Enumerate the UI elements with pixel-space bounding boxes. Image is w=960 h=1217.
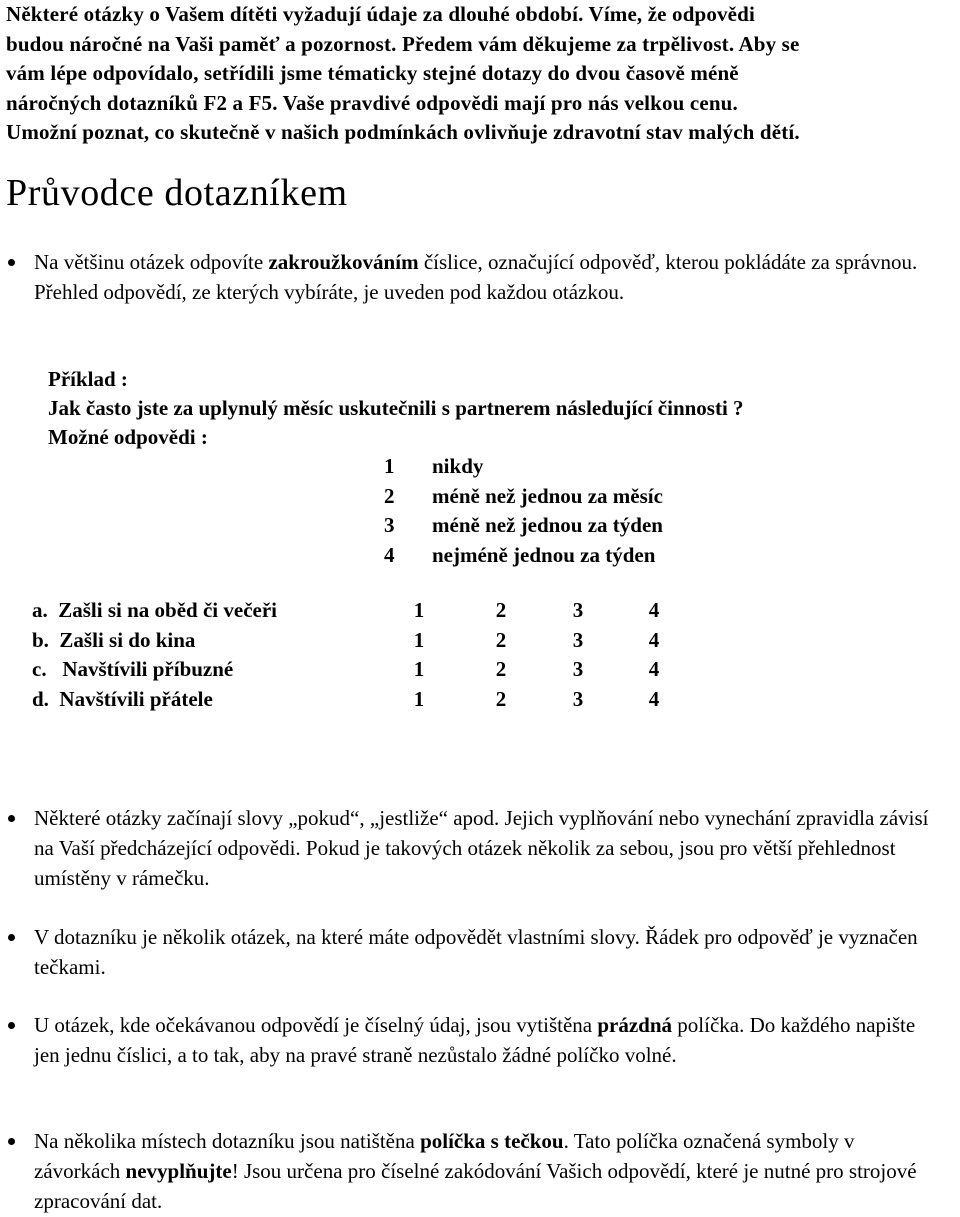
bullet-dot-icon xyxy=(8,1138,15,1145)
item-label: d. Navštívili přátele xyxy=(32,686,213,711)
item-value[interactable]: 4 xyxy=(648,598,660,622)
item-value[interactable]: 3 xyxy=(572,627,584,652)
bullet-circling xyxy=(8,247,938,307)
bullet-dot-icon xyxy=(8,259,15,266)
bullet-dot-icon xyxy=(8,934,15,941)
intro-line: vám lépe odpovídalo, setřídili jsme tématicky stejné dotazy do dvou časově méně xyxy=(6,61,739,85)
bullet-text: Na většinu otázek odpovíte zakroužkováním číslice, označující odpověď, kterou pokládáte za správnou. Přehled odpovědí, ze kterých vybíráte, je uveden pod každou otázkou. xyxy=(34,250,918,304)
item-value[interactable]: 1 xyxy=(413,627,425,652)
item-value[interactable]: 2 xyxy=(495,627,507,652)
answers-label: Možné odpovědi : xyxy=(48,425,208,449)
item-value[interactable]: 2 xyxy=(495,598,507,622)
bullet-text: U otázek, kde očekávanou odpovědí je číselný údaj, jsou vytištěna prázdná políčka. Do každého napište jen jednu číslici, a to tak, aby na pravé straně nezůstalo žádné políčko volné. xyxy=(34,1013,916,1067)
answer-option: 1 nikdy xyxy=(384,454,484,478)
intro-line: Některé otázky o Vašem dítěti vyžadují údaje za dlouhé období. Víme, že odpovědi xyxy=(6,2,755,26)
item-label: a. Zašli si na oběd či večeři xyxy=(32,598,277,622)
item-value[interactable]: 3 xyxy=(572,686,584,711)
intro-line: náročných dotazníků F2 a F5. Vaše pravdivé odpovědi mají pro nás velkou cenu. xyxy=(6,90,738,115)
item-value[interactable]: 3 xyxy=(572,598,584,622)
item-value[interactable]: 3 xyxy=(572,657,584,681)
example-label: Příklad : xyxy=(48,367,128,391)
item-value[interactable]: 1 xyxy=(413,657,425,681)
item-value[interactable]: 4 xyxy=(648,686,660,711)
item-value[interactable]: 2 xyxy=(495,657,507,681)
intro-line: Umožní poznat, co skutečně v našich podmínkách ovlivňuje zdravotní stav malých dětí. xyxy=(6,120,800,144)
item-value[interactable]: 2 xyxy=(495,686,507,711)
bullet-dot-icon xyxy=(8,1022,15,1029)
bullet-text: V dotazníku je několik otázek, na které máte odpovědět vlastními slovy. Řádek pro odpověď je vyznačen tečkami. xyxy=(34,925,918,979)
bullet-dot-icon xyxy=(8,815,15,822)
intro-line: budou náročné na Vaši paměť a pozornost. Předem vám děkujeme za trpělivost. Aby se xyxy=(6,31,800,56)
answer-option: 4 nejméně jednou za týden xyxy=(384,542,656,567)
bullet-dotted-boxes xyxy=(8,1126,938,1216)
bullet-text: Některé otázky začínají slovy „pokud“, „jestliže“ apod. Jejich vyplňování nebo vynechání zpravidla závisí na Vaší předcházející odpovědi. Pokud je takových otázek několik za sebou, jsou pro větší přehlednost umístěny v rámečku. xyxy=(34,806,929,890)
bullet-text: Na několika místech dotazníku jsou natištěna políčka s tečkou. Tato políčka označená symboly v závorkách nevyplňujte! Jsou určena pro číselné zakódování Vašich odpovědí, které je nutné pro strojové zpracování dat. xyxy=(34,1129,917,1213)
intro-paragraph xyxy=(6,0,956,148)
item-value[interactable]: 1 xyxy=(413,686,425,711)
item-value[interactable]: 4 xyxy=(648,627,660,652)
bullet-own-words xyxy=(8,922,938,982)
answer-option: 3 méně než jednou za týden xyxy=(384,513,663,537)
item-value[interactable]: 4 xyxy=(648,657,660,681)
item-label: b. Zašli si do kina xyxy=(32,627,196,652)
item-label: c. Navštívili příbuzné xyxy=(32,657,234,681)
item-value[interactable]: 1 xyxy=(413,598,425,622)
example-question: Jak často jste za uplynulý měsíc uskutečnili s partnerem následující činnosti ? xyxy=(48,396,744,420)
page-title: Průvodce dotazníkem xyxy=(6,172,348,214)
answers-list xyxy=(384,451,663,569)
bullet-numeric xyxy=(8,1010,938,1070)
bullet-conditional xyxy=(8,803,938,893)
answer-option: 2 méně než jednou za měsíc xyxy=(384,483,663,508)
